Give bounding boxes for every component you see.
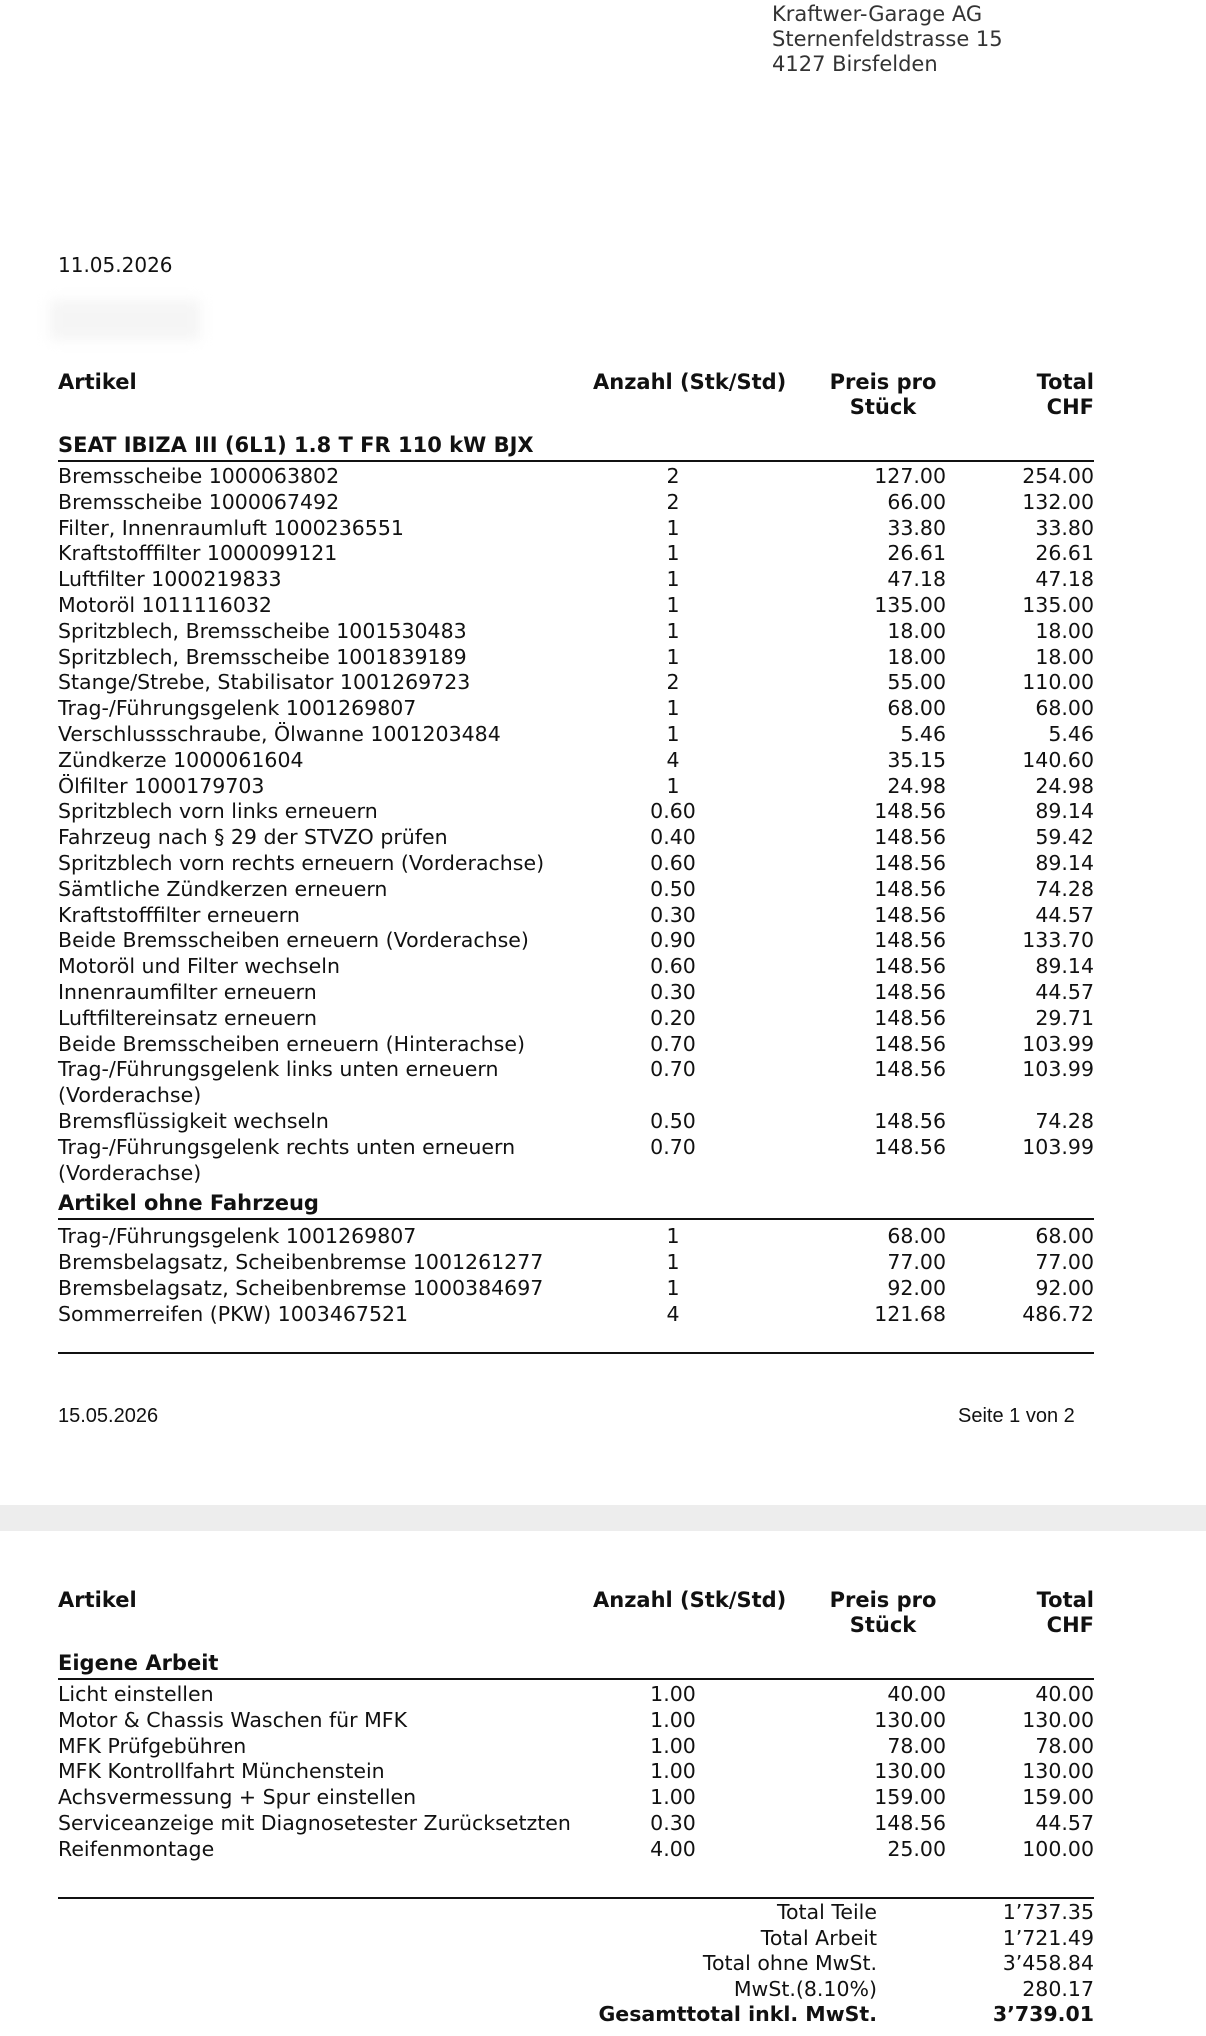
table-row — [58, 1302, 1094, 1328]
redacted-area — [50, 300, 200, 340]
item-quantity: 0.40 — [650, 825, 696, 850]
item-total: 33.80 — [1035, 515, 1094, 540]
item-quantity: 1 — [666, 618, 680, 643]
table-row — [58, 748, 1094, 774]
item-total: 40.00 — [1035, 1682, 1094, 1706]
item-name: Bremsscheibe 1000063802 — [58, 464, 340, 488]
item-quantity: 0.20 — [650, 1005, 696, 1030]
header-total-2-line1: Total — [1036, 1588, 1094, 1612]
item-unit-price: 24.98 — [887, 773, 946, 798]
item-unit-price: 18.00 — [887, 644, 946, 669]
item-quantity: 0.50 — [650, 876, 696, 901]
item-quantity: 1 — [666, 644, 680, 669]
summary-value: 3’458.84 — [1002, 1951, 1094, 1975]
table-row — [58, 1811, 1094, 1837]
item-unit-price: 68.00 — [887, 1224, 946, 1249]
item-quantity: 1 — [666, 567, 680, 592]
summary-label: Total Teile — [776, 1900, 877, 1924]
item-unit-price: 33.80 — [887, 515, 946, 540]
item-quantity: 0.70 — [650, 1031, 696, 1056]
item-name: Luftfilter 1000219833 — [58, 567, 282, 592]
item-total: 29.71 — [1035, 1005, 1094, 1030]
table-row — [58, 1109, 1094, 1135]
item-name: Trag-/Führungsgelenk rechts unten erneuern (Vorderachse) — [58, 1134, 516, 1185]
item-name: Spritzblech, Bremsscheibe 1001530483 — [58, 618, 467, 643]
item-quantity: 0.90 — [650, 928, 696, 953]
item-total: 159.00 — [1022, 1785, 1094, 1810]
item-name: Beide Bremsscheiben erneuern (Vorderachse) — [58, 928, 529, 953]
table-row — [58, 490, 1094, 516]
item-total: 44.57 — [1035, 902, 1094, 927]
item-total: 74.28 — [1035, 876, 1094, 901]
table-row — [58, 696, 1094, 722]
item-name: Fahrzeug nach § 29 der STVZO prüfen — [58, 825, 448, 850]
section-title-work: Eigene Arbeit — [58, 1648, 1094, 1680]
item-quantity: 1 — [666, 721, 680, 746]
item-total: 47.18 — [1035, 567, 1094, 592]
table-row — [58, 1708, 1094, 1734]
item-unit-price: 148.56 — [874, 1134, 946, 1159]
item-name: Zündkerze 1000061604 — [58, 747, 304, 772]
item-unit-price: 148.56 — [874, 1108, 946, 1133]
item-unit-price: 127.00 — [874, 464, 946, 488]
item-total: 24.98 — [1035, 773, 1094, 798]
table-row — [58, 928, 1094, 954]
item-total: 44.57 — [1035, 979, 1094, 1004]
item-name: Spritzblech vorn rechts erneuern (Vorderachse) — [58, 850, 545, 875]
header-preis — [803, 370, 963, 420]
item-name: Motoröl und Filter wechseln — [58, 954, 340, 979]
item-name: Stange/Strebe, Stabilisator 1001269723 — [58, 670, 471, 695]
item-quantity: 0.50 — [650, 1108, 696, 1133]
item-unit-price: 159.00 — [874, 1785, 946, 1810]
header-total-2-line2: CHF — [1046, 1613, 1094, 1637]
table-row — [58, 541, 1094, 567]
header-preis-2-line1: Preis pro — [829, 1588, 937, 1612]
header-anzahl: Anzahl (Stk/Std) — [593, 370, 787, 394]
item-quantity: 1 — [666, 541, 680, 566]
item-name: Serviceanzeige mit Diagnosetester Zurücksetzten — [58, 1810, 571, 1835]
item-total: 110.00 — [1022, 670, 1094, 695]
item-name: Reifenmontage — [58, 1836, 215, 1861]
item-name: Licht einstellen — [58, 1682, 214, 1706]
item-total: 254.00 — [1022, 464, 1094, 488]
item-quantity: 4 — [666, 747, 680, 772]
item-total: 18.00 — [1035, 644, 1094, 669]
item-total: 44.57 — [1035, 1810, 1094, 1835]
item-name: Kraftstofffilter erneuern — [58, 902, 300, 927]
table-row — [58, 1837, 1094, 1863]
item-name: Bremsscheibe 1000067492 — [58, 489, 340, 514]
item-unit-price: 92.00 — [887, 1275, 946, 1300]
item-unit-price: 148.56 — [874, 902, 946, 927]
item-quantity: 1 — [666, 1250, 680, 1275]
page-number: Seite 1 von 2 — [958, 1405, 1075, 1427]
item-unit-price: 5.46 — [900, 721, 946, 746]
item-name: Motor & Chassis Waschen für MFK — [58, 1707, 408, 1732]
table-row — [58, 799, 1094, 825]
table-header — [58, 370, 1094, 430]
sender-address — [772, 2, 1003, 77]
vehicle-rows — [58, 462, 1094, 1186]
section-title-vehicle: SEAT IBIZA III (6L1) 1.8 T FR 110 kW BJX — [58, 430, 1094, 462]
table-header-2 — [58, 1588, 1094, 1648]
item-total: 135.00 — [1022, 592, 1094, 617]
item-total: 18.00 — [1035, 618, 1094, 643]
item-name: Verschlussschraube, Ölwanne 1001203484 — [58, 721, 501, 746]
item-name: Bremsbelagsatz, Scheibenbremse 1000384697 — [58, 1275, 544, 1300]
item-unit-price: 40.00 — [887, 1682, 946, 1706]
summary-divider — [58, 1897, 1094, 1899]
item-quantity: 0.30 — [650, 902, 696, 927]
item-name: Bremsflüssigkeit wechseln — [58, 1108, 329, 1133]
item-name: Ölfilter 1000179703 — [58, 773, 265, 798]
table-row — [58, 1759, 1094, 1785]
table-row — [58, 1785, 1094, 1811]
item-total: 92.00 — [1035, 1275, 1094, 1300]
table-row — [58, 1006, 1094, 1032]
item-name: Innenraumfilter erneuern — [58, 979, 317, 1004]
item-unit-price: 130.00 — [874, 1707, 946, 1732]
item-unit-price: 77.00 — [887, 1250, 946, 1275]
table-row — [58, 1734, 1094, 1760]
item-unit-price: 18.00 — [887, 618, 946, 643]
item-unit-price: 26.61 — [887, 541, 946, 566]
item-quantity: 1 — [666, 1224, 680, 1249]
table-end-divider — [58, 1352, 1094, 1354]
item-name: Sämtliche Zündkerzen erneuern — [58, 876, 388, 901]
item-quantity: 0.60 — [650, 850, 696, 875]
header-total — [1037, 370, 1094, 420]
item-unit-price: 35.15 — [887, 747, 946, 772]
item-name: Motoröl 1011116032 — [58, 592, 272, 617]
item-total: 77.00 — [1035, 1250, 1094, 1275]
item-quantity: 1 — [666, 696, 680, 721]
header-total-line2: CHF — [1046, 395, 1094, 419]
item-name: Beide Bremsscheiben erneuern (Hinterachse) — [58, 1031, 525, 1056]
item-quantity: 1.00 — [650, 1759, 696, 1784]
table-row — [58, 1135, 1094, 1187]
item-quantity: 2 — [666, 464, 680, 488]
item-unit-price: 148.56 — [874, 1031, 946, 1056]
item-name: Luftfiltereinsatz erneuern — [58, 1005, 317, 1030]
table-row — [58, 825, 1094, 851]
item-unit-price: 78.00 — [887, 1733, 946, 1758]
novehicle-rows — [58, 1220, 1094, 1327]
summary-label: Total ohne MwSt. — [702, 1951, 877, 1975]
item-unit-price: 148.56 — [874, 1810, 946, 1835]
item-quantity: 2 — [666, 489, 680, 514]
sender-name: Kraftwer-Garage AG — [772, 2, 983, 26]
item-total: 68.00 — [1035, 696, 1094, 721]
item-unit-price: 148.56 — [874, 954, 946, 979]
header-anzahl-2: Anzahl (Stk/Std) — [593, 1588, 787, 1612]
table-row — [58, 1250, 1094, 1276]
item-quantity: 0.30 — [650, 1810, 696, 1835]
summary-label: Gesamttotal inkl. MwSt. — [598, 2002, 877, 2026]
item-unit-price: 135.00 — [874, 592, 946, 617]
table-row — [58, 593, 1094, 619]
item-quantity: 4.00 — [650, 1836, 696, 1861]
page-separator — [0, 1505, 1206, 1531]
table-row — [58, 980, 1094, 1006]
item-name: Filter, Innenraumluft 1000236551 — [58, 515, 404, 540]
table-row — [58, 619, 1094, 645]
table-row — [58, 645, 1094, 671]
table-row — [58, 1276, 1094, 1302]
item-quantity: 0.70 — [650, 1134, 696, 1159]
item-quantity: 0.70 — [650, 1057, 696, 1082]
item-unit-price: 25.00 — [887, 1836, 946, 1861]
item-total: 130.00 — [1022, 1759, 1094, 1784]
summary-row — [500, 1900, 1094, 1926]
invoice-date: 11.05.2026 — [58, 253, 173, 277]
item-name: MFK Kontrollfahrt Münchenstein — [58, 1759, 385, 1784]
sender-street: Sternenfeldstrasse 15 — [772, 27, 1003, 51]
item-total: 89.14 — [1035, 850, 1094, 875]
item-total: 103.99 — [1022, 1057, 1094, 1082]
item-total: 130.00 — [1022, 1707, 1094, 1732]
item-unit-price: 148.56 — [874, 979, 946, 1004]
item-unit-price: 148.56 — [874, 1005, 946, 1030]
item-total: 100.00 — [1022, 1836, 1094, 1861]
items-table — [58, 370, 1094, 1328]
summary-value: 1’721.49 — [1002, 1925, 1094, 1950]
table-row — [58, 670, 1094, 696]
item-name: Kraftstofffilter 1000099121 — [58, 541, 338, 566]
summary-label: MwSt.(8.10%) — [733, 1976, 877, 2001]
item-quantity: 1.00 — [650, 1733, 696, 1758]
item-total: 133.70 — [1022, 928, 1094, 953]
item-total: 140.60 — [1022, 747, 1094, 772]
table-row — [58, 1682, 1094, 1708]
item-quantity: 1 — [666, 515, 680, 540]
item-name: Sommerreifen (PKW) 1003467521 — [58, 1301, 409, 1326]
item-total: 103.99 — [1022, 1134, 1094, 1159]
item-unit-price: 66.00 — [887, 489, 946, 514]
header-artikel: Artikel — [58, 370, 137, 394]
summary-value: 280.17 — [1022, 1976, 1094, 2001]
item-quantity: 2 — [666, 670, 680, 695]
table-row — [58, 774, 1094, 800]
table-row — [58, 851, 1094, 877]
item-quantity: 4 — [666, 1301, 680, 1326]
table-row — [58, 464, 1094, 490]
summary-row — [500, 1926, 1094, 1952]
table-row — [58, 1224, 1094, 1250]
header-artikel-2: Artikel — [58, 1588, 137, 1612]
item-name: Trag-/Führungsgelenk 1001269807 — [58, 1224, 417, 1249]
item-name: Achsvermessung + Spur einstellen — [58, 1785, 417, 1810]
table-row — [58, 516, 1094, 542]
item-quantity: 1 — [666, 1275, 680, 1300]
table-row — [58, 1032, 1094, 1058]
item-unit-price: 55.00 — [887, 670, 946, 695]
item-total: 89.14 — [1035, 799, 1094, 824]
item-name: MFK Prüfgebühren — [58, 1733, 247, 1758]
header-preis-2 — [803, 1588, 963, 1638]
header-preis-2-line2: Stück — [849, 1613, 917, 1637]
item-quantity: 1.00 — [650, 1707, 696, 1732]
item-unit-price: 148.56 — [874, 876, 946, 901]
item-total: 74.28 — [1035, 1108, 1094, 1133]
totals-summary — [500, 1900, 1094, 2028]
item-total: 59.42 — [1035, 825, 1094, 850]
header-total-2 — [1037, 1588, 1094, 1638]
section-title-novehicle: Artikel ohne Fahrzeug — [58, 1188, 1094, 1220]
item-unit-price: 148.56 — [874, 850, 946, 875]
summary-value: 1’737.35 — [1002, 1900, 1094, 1924]
item-total: 486.72 — [1022, 1301, 1094, 1326]
work-table — [58, 1588, 1094, 1863]
item-total: 5.46 — [1048, 721, 1094, 746]
item-total: 68.00 — [1035, 1224, 1094, 1249]
item-name: Spritzblech, Bremsscheibe 1001839189 — [58, 644, 467, 669]
item-unit-price: 68.00 — [887, 696, 946, 721]
item-quantity: 1 — [666, 773, 680, 798]
summary-row — [500, 1977, 1094, 2003]
item-name: Trag-/Führungsgelenk links unten erneuern (Vorderachse) — [58, 1057, 499, 1108]
item-unit-price: 148.56 — [874, 799, 946, 824]
table-row — [58, 877, 1094, 903]
footer-date: 15.05.2026 — [58, 1405, 159, 1427]
table-row — [58, 567, 1094, 593]
grand-total-row — [500, 2002, 1094, 2028]
summary-value: 3’739.01 — [992, 2002, 1094, 2026]
item-quantity: 0.30 — [650, 979, 696, 1004]
item-total: 78.00 — [1035, 1733, 1094, 1758]
item-name: Spritzblech vorn links erneuern — [58, 799, 378, 824]
item-unit-price: 121.68 — [874, 1301, 946, 1326]
table-row — [58, 722, 1094, 748]
item-total: 103.99 — [1022, 1031, 1094, 1056]
item-unit-price: 148.56 — [874, 825, 946, 850]
item-unit-price: 130.00 — [874, 1759, 946, 1784]
header-total-line1: Total — [1036, 370, 1094, 394]
item-unit-price: 148.56 — [874, 1057, 946, 1082]
item-quantity: 1.00 — [650, 1682, 696, 1706]
item-unit-price: 148.56 — [874, 928, 946, 953]
table-row — [58, 954, 1094, 980]
sender-city: 4127 Birsfelden — [772, 52, 938, 76]
header-preis-line1: Preis pro — [829, 370, 937, 394]
item-quantity: 0.60 — [650, 799, 696, 824]
work-rows — [58, 1680, 1094, 1863]
item-name: Bremsbelagsatz, Scheibenbremse 1001261277 — [58, 1250, 544, 1275]
item-name: Trag-/Führungsgelenk 1001269807 — [58, 696, 417, 721]
item-total: 26.61 — [1035, 541, 1094, 566]
item-quantity: 1.00 — [650, 1785, 696, 1810]
item-quantity: 0.60 — [650, 954, 696, 979]
summary-label: Total Arbeit — [760, 1925, 877, 1950]
item-unit-price: 47.18 — [887, 567, 946, 592]
header-preis-line2: Stück — [849, 395, 917, 419]
table-row — [58, 903, 1094, 929]
item-total: 89.14 — [1035, 954, 1094, 979]
table-row — [58, 1057, 1094, 1109]
summary-row — [500, 1951, 1094, 1977]
item-quantity: 1 — [666, 592, 680, 617]
item-total: 132.00 — [1022, 489, 1094, 514]
